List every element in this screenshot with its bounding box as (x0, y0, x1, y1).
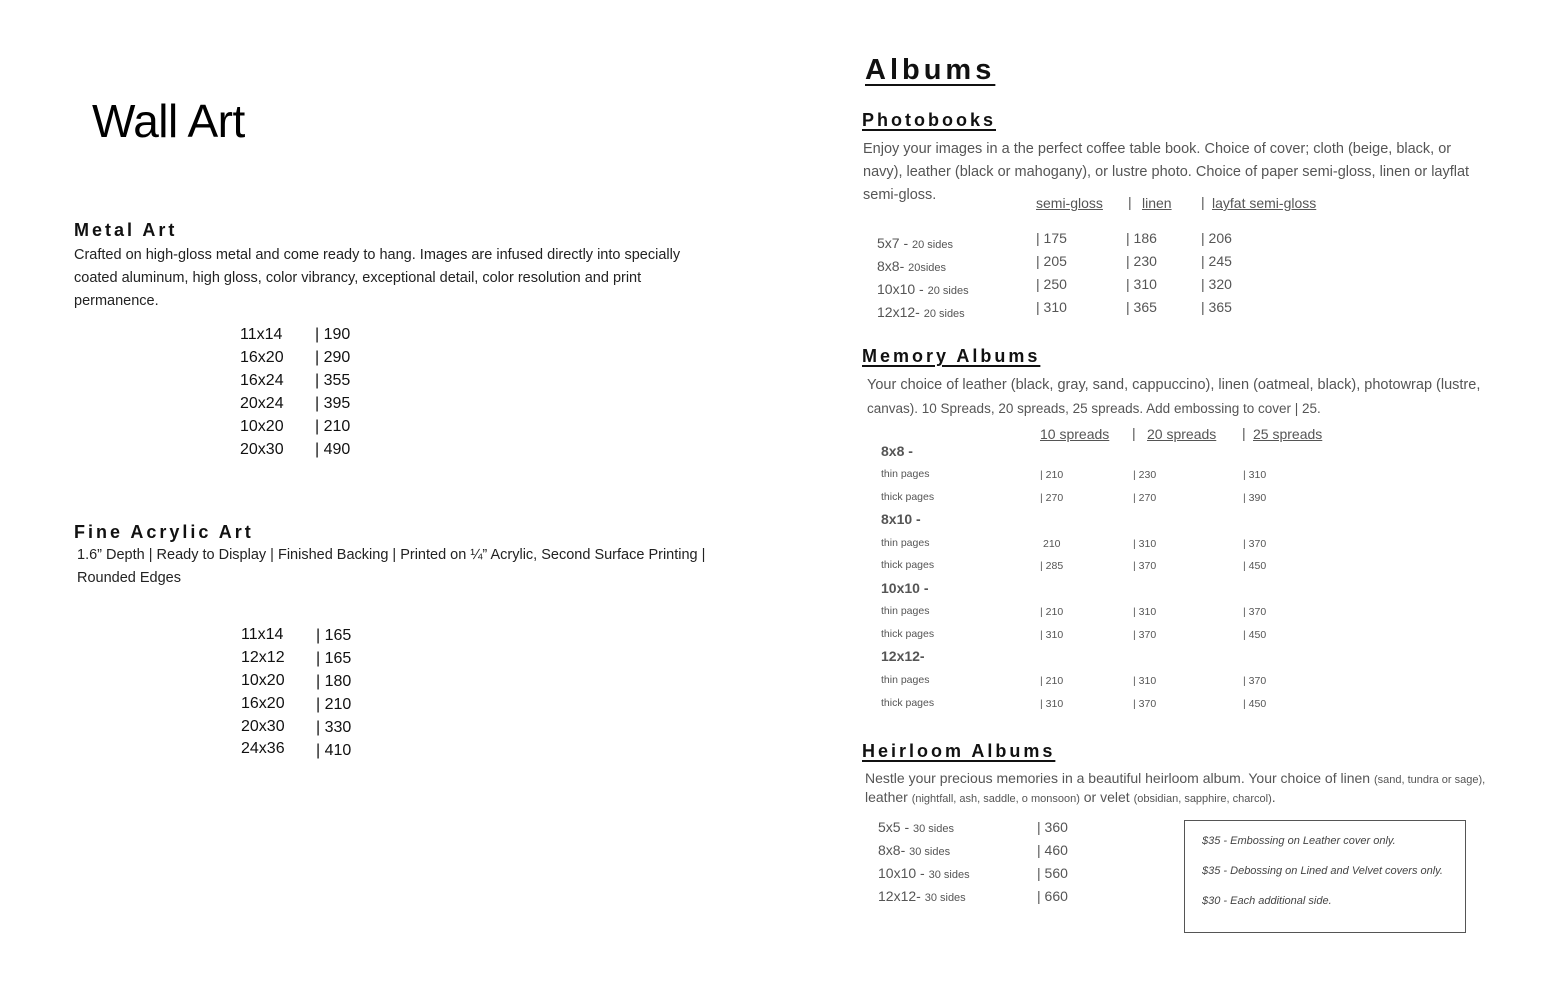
description-text: . (1271, 789, 1276, 805)
table-row (878, 819, 954, 835)
price-size: 16x20 (241, 695, 285, 712)
description-line: Rounded Edges (77, 570, 181, 586)
table-cell: | 205 (1036, 253, 1067, 269)
table-cell: | 460 (1037, 842, 1068, 858)
description-line: Enjoy your images in a the perfect coffee table book. Choice of cover; cloth (beige, black, or (863, 141, 1452, 157)
row-label: thick pages (881, 559, 935, 571)
page-title-wall-art: Wall Art (92, 95, 245, 147)
table-cell: | 310 (1133, 538, 1157, 550)
heirloom-description-line (865, 789, 1276, 805)
table-cell: | 270 (1040, 492, 1064, 504)
table-cell: | 450 (1243, 698, 1267, 710)
table-cell: | 360 (1037, 819, 1068, 835)
table-row (877, 258, 946, 274)
description-text: Nestle your precious memories in a beautiful heirloom album. Your choice of linen (865, 770, 1374, 786)
row-label: thin pages (881, 468, 930, 480)
price-value: | 165 (316, 627, 352, 644)
table-cell: | 450 (1243, 629, 1267, 641)
row-size: 10x10 - (878, 865, 929, 881)
column-header: 25 spreads (1253, 426, 1323, 442)
row-sides: 20 sides (912, 239, 953, 251)
photobooks-description (863, 138, 1503, 207)
row-size: 8x8- (877, 258, 909, 274)
table-cell: | 370 (1243, 538, 1267, 550)
table-cell: | 310 (1133, 675, 1157, 687)
column-separator: | (1132, 425, 1136, 441)
table-cell: | 365 (1201, 299, 1232, 315)
description-line: canvas). 10 Spreads, 20 spreads, 25 spreads. Add embossing to cover | 25. (867, 401, 1321, 416)
row-sides: 30 sides (928, 869, 970, 881)
description-line: 1.6” Depth | Ready to Display | Finished Backing | Printed on ¼” Acrylic, Second Surface Printing | (77, 547, 706, 563)
table-cell: | 370 (1243, 606, 1267, 618)
column-header: 10 spreads (1040, 426, 1110, 442)
description-line: Crafted on high-gloss metal and come ready to hang. Images are infused directly into specially (74, 247, 681, 263)
table-cell: | 230 (1133, 469, 1157, 481)
size-group-label: 8x8 - (881, 443, 913, 459)
row-size: 10x10 - (877, 281, 928, 297)
price-value: | 180 (316, 673, 352, 690)
add-on-note: $35 - Debossing on Lined and Velvet covers only. (1202, 865, 1443, 877)
table-cell: | 310 (1126, 276, 1157, 292)
table-cell: | 370 (1243, 675, 1267, 687)
size-group-label: 12x12- (881, 648, 925, 664)
table-cell: | 206 (1201, 230, 1232, 246)
row-label: thin pages (881, 537, 930, 549)
table-row (878, 842, 950, 858)
add-on-notes-box (1184, 820, 1466, 933)
column-separator: | (1128, 194, 1132, 210)
price-value: | 165 (316, 650, 352, 667)
column-header: 20 spreads (1147, 426, 1217, 442)
table-row (878, 865, 970, 881)
table-row (878, 888, 966, 904)
table-cell: | 210 (1040, 469, 1064, 481)
table-cell: | 365 (1126, 299, 1157, 315)
description-small-text: (sand, tundra or sage), (1373, 774, 1486, 786)
table-cell: | 660 (1037, 888, 1068, 904)
description-line: navy), leather (black or mahogany), or lustre photo. Choice of paper semi-gloss, linen or layflat (863, 164, 1470, 180)
price-size: 11x14 (241, 626, 284, 643)
table-cell: | 450 (1243, 560, 1267, 572)
table-cell: | 285 (1040, 560, 1064, 572)
table-cell: | 390 (1243, 492, 1267, 504)
row-size: 5x5 - (878, 819, 914, 835)
table-cell: | 270 (1133, 492, 1157, 504)
table-cell: | 210 (1040, 675, 1064, 687)
row-sides: 20 sides (923, 308, 965, 320)
price-size: 20x30 (240, 441, 284, 458)
price-size: 11x14 (240, 326, 283, 343)
row-label: thin pages (881, 674, 930, 686)
memory-albums-heading: Memory Albums (862, 346, 1041, 366)
price-size: 24x36 (241, 740, 285, 757)
description-line: semi-gloss. (863, 187, 937, 203)
row-sides: 20sides (908, 262, 947, 274)
table-row (877, 235, 953, 251)
price-value: | 410 (316, 742, 352, 759)
price-size: 20x30 (241, 718, 285, 735)
price-value: | 355 (315, 372, 351, 389)
description-small-text: (obsidian, sapphire, charcol) (1133, 793, 1272, 805)
table-cell: | 186 (1126, 230, 1157, 246)
price-size: 12x12 (241, 649, 285, 666)
table-cell: | 250 (1036, 276, 1067, 292)
table-cell: | 310 (1243, 469, 1267, 481)
table-cell: | 560 (1037, 865, 1068, 881)
price-size: 16x20 (240, 349, 284, 366)
table-cell: | 310 (1036, 299, 1067, 315)
heirloom-albums-heading: Heirloom Albums (862, 741, 1056, 761)
add-on-note: $35 - Embossing on Leather cover only. (1202, 835, 1396, 847)
description-line: Your choice of leather (black, gray, sand, cappuccino), linen (oatmeal, black), photowrap (lustre, (867, 377, 1481, 393)
row-size: 12x12- (878, 888, 925, 904)
fine-acrylic-description (77, 544, 737, 590)
row-size: 12x12- (877, 304, 924, 320)
price-value: | 210 (316, 696, 352, 713)
price-value: | 395 (315, 395, 351, 412)
row-label: thick pages (881, 491, 935, 503)
description-text: leather (865, 789, 912, 805)
row-size: 5x7 - (877, 235, 913, 251)
table-row (877, 281, 969, 297)
metal-art-description (74, 244, 714, 313)
fine-acrylic-heading: Fine Acrylic Art (74, 522, 254, 542)
description-text: or velet (1079, 789, 1134, 805)
photobooks-heading: Photobooks (862, 110, 996, 130)
row-sides: 20 sides (927, 285, 969, 297)
column-header: linen (1142, 195, 1172, 211)
price-value: | 190 (315, 326, 351, 343)
table-row (877, 304, 965, 320)
table-cell: | 370 (1133, 629, 1157, 641)
price-value: | 290 (315, 349, 351, 366)
table-cell: | 175 (1036, 230, 1067, 246)
price-value: | 210 (315, 418, 351, 435)
page-title-albums: Albums (865, 54, 996, 86)
price-size: 20x24 (240, 395, 284, 412)
size-group-label: 10x10 - (881, 580, 929, 596)
table-cell: | 310 (1040, 698, 1064, 710)
row-label: thin pages (881, 605, 930, 617)
memory-albums-description (867, 374, 1507, 420)
table-cell: | 370 (1133, 698, 1157, 710)
size-group-label: 8x10 - (881, 511, 921, 527)
row-label: thick pages (881, 697, 935, 709)
table-cell: | 320 (1201, 276, 1232, 292)
description-small-text: (nightfall, ash, saddle, o monsoon) (911, 793, 1080, 805)
table-cell: | 310 (1133, 606, 1157, 618)
column-separator: | (1242, 425, 1246, 441)
row-sides: 30 sides (909, 846, 951, 858)
column-header: semi-gloss (1036, 195, 1103, 211)
price-value: | 330 (316, 719, 352, 736)
column-header: layfat semi-gloss (1212, 195, 1317, 211)
table-cell: | 245 (1201, 253, 1232, 269)
row-sides: 30 sides (924, 892, 966, 904)
table-cell: | 230 (1126, 253, 1157, 269)
heirloom-description-line (865, 770, 1485, 786)
description-line: coated aluminum, high gloss, color vibrancy, exceptional detail, color resolution and print (74, 270, 642, 286)
table-cell: | 370 (1133, 560, 1157, 572)
column-separator: | (1201, 194, 1205, 210)
price-size: 10x20 (240, 418, 284, 435)
row-size: 8x8- (878, 842, 910, 858)
row-sides: 30 sides (913, 823, 954, 835)
price-value: | 490 (315, 441, 351, 458)
table-cell: 210 (1043, 538, 1061, 550)
row-label: thick pages (881, 628, 935, 640)
price-size: 10x20 (241, 672, 285, 689)
add-on-note: $30 - Each additional side. (1202, 895, 1332, 907)
table-cell: | 310 (1040, 629, 1064, 641)
metal-art-heading: Metal Art (74, 220, 178, 240)
price-size: 16x24 (240, 372, 284, 389)
table-cell: | 210 (1040, 606, 1064, 618)
description-line: permanence. (74, 293, 159, 309)
